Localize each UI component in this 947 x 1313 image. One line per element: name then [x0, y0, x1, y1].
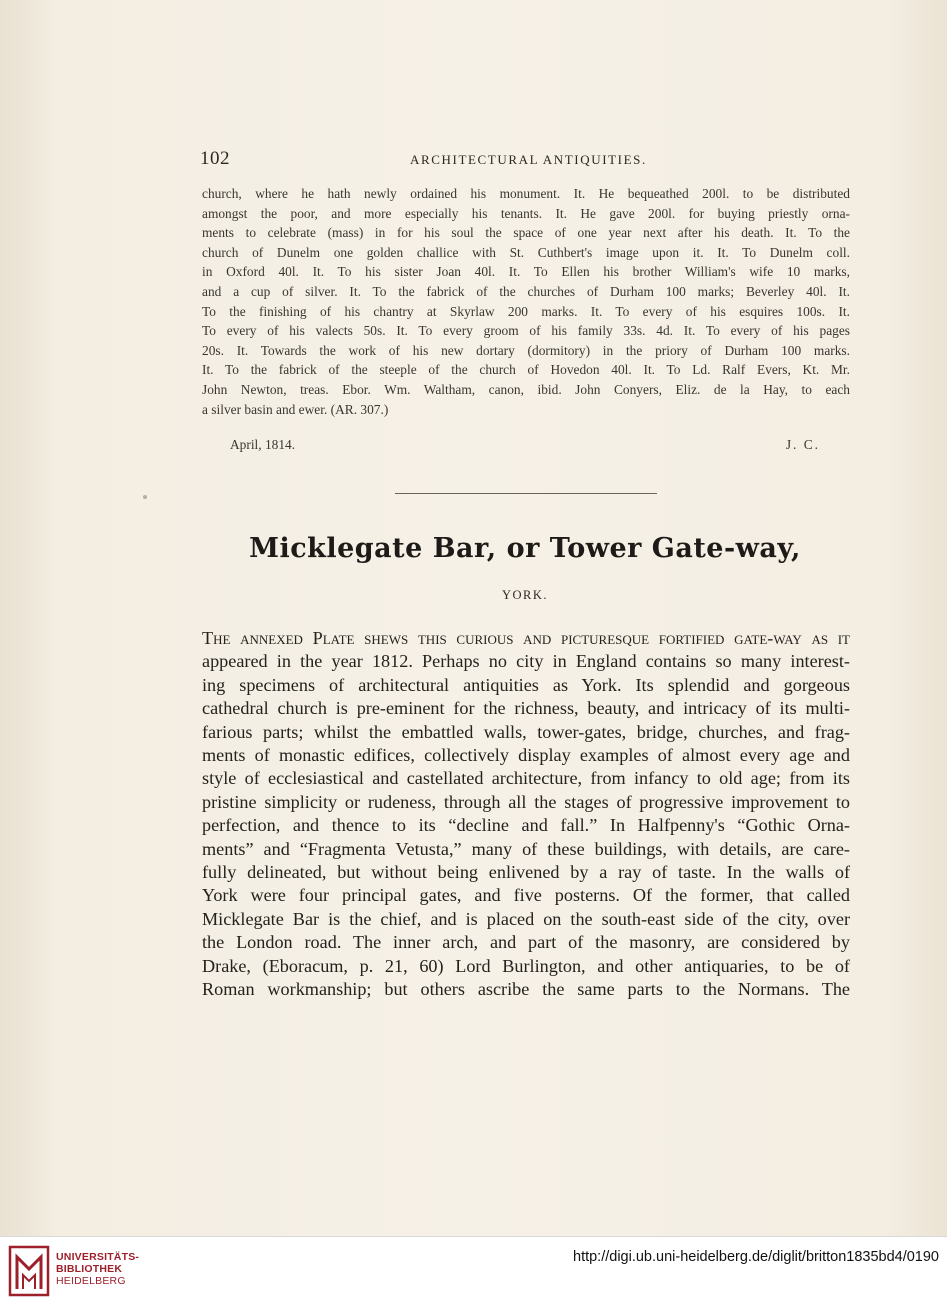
running-head-title: ARCHITECTURAL ANTIQUITIES. [410, 152, 647, 167]
body-line: appeared in the year 1812. Perhaps no city in England contains so many interest- [202, 651, 850, 672]
will-line: To the finishing of his chantry at Skyrlaw 200 marks. It. To every of his esquires 100s. It. [202, 303, 850, 319]
body-line: Drake, (Eboracum, p. 21, 60) Lord Burlington, and other antiquaries, to be of [202, 955, 850, 976]
library-name [56, 1251, 139, 1287]
article-body [202, 627, 850, 1002]
body-line: Micklegate Bar is the chief, and is placed on the south-east side of the city, over [202, 908, 850, 929]
will-line: in Oxford 40l. It. To his sister Joan 40l. It. To Ellen his brother William's wife 10 marks, [202, 264, 850, 280]
signoff [230, 437, 820, 457]
body-line: ments” and “Fragmenta Vetusta,” many of these buildings, with details, are care- [202, 838, 850, 859]
signoff-date: April, 1814. [230, 437, 296, 452]
body-line: York were four principal gates, and five posterns. Of the former, that called [202, 885, 850, 906]
will-line: church of Dunelm one golden challice with St. Cuthbert's image upon it. It. To Dunelm coll. [202, 244, 850, 260]
will-line: 20s. It. Towards the work of his new dortary (dormitory) in the priory of Durham 100 marks. [202, 342, 850, 358]
body-line: pristine simplicity or rudeness, through all the stages of progressive improvement to [202, 791, 850, 812]
will-line: church, where he hath newly ordained his monument. It. He bequeathed 200l. to be distributed [202, 186, 850, 201]
article-title: Micklegate Bar, or Tower Gate-way, [249, 533, 801, 564]
will-excerpt [202, 184, 850, 419]
article-subtitle: YORK. [501, 588, 549, 602]
will-line: It. To the fabrick of the steeple of the church of Hovedon 40l. It. To Ld. Ralf Evers, Kt. Mr. [202, 362, 850, 378]
library-footer [0, 1236, 947, 1313]
will-line: John Newton, treas. Ebor. Wm. Waltham, canon, ibid. John Conyers, Eliz. de la Hay, to each [202, 381, 850, 397]
will-line: ments to celebrate (mass) in for his soul the space of one year next after his death. It. To the [202, 225, 850, 241]
page-number: 102 [200, 148, 230, 169]
body-line: style of ecclesiastical and castellated architecture, from infancy to old age; from its [202, 768, 850, 789]
body-line: The annexed Plate shews this curious and picturesque fortified gate-way as it [202, 628, 850, 648]
will-line: a silver basin and ewer. (AR. 307.) [202, 401, 389, 417]
will-line: To every of his valects 50s. It. To every groom of his family 33s. 4d. It. To every of his pages [202, 323, 850, 339]
library-name-line: BIBLIOTHEK [56, 1263, 123, 1275]
body-line: cathedral church is pre-eminent for the richness, beauty, and intricacy of its multi- [202, 698, 850, 719]
section-divider [395, 493, 657, 494]
body-line: Roman workmanship; but others ascribe the same parts to the Normans. The [202, 979, 850, 1000]
body-line: farious parts; whilst the embattled walls, tower-gates, bridge, churches, and frag- [202, 721, 850, 742]
will-line: amongst the poor, and more especially his tenants. It. He gave 200l. for buying priestly orna- [202, 205, 850, 221]
running-head [200, 148, 850, 172]
library-name-line: HEIDELBERG [56, 1275, 126, 1287]
body-line: fully delineated, but without being enlivened by a ray of taste. In the walls of [202, 862, 850, 883]
signoff-initials: J. C. [785, 437, 820, 452]
library-name-line: UNIVERSITÄTS- [56, 1251, 140, 1263]
will-line: and a cup of silver. It. To the fabrick of the churches of Durham 100 marks; Beverley 40l. It. [202, 283, 850, 299]
body-line: ments of monastic edifices, collectively display examples of almost every age and [202, 745, 850, 766]
scan-speck [143, 495, 147, 499]
body-line: perfection, and thence to its “decline and fall.” In Halfpenny's “Gothic Orna- [202, 815, 850, 836]
body-line: ing specimens of architectural antiquities as York. Its splendid and gorgeous [202, 674, 850, 695]
university-library-logo-icon [8, 1245, 50, 1297]
body-line: the London road. The inner arch, and part of the masonry, are considered by [202, 932, 850, 953]
source-url-link[interactable]: http://digi.ub.uni-heidelberg.de/diglit/britton1835bd4/0190 [573, 1249, 939, 1265]
